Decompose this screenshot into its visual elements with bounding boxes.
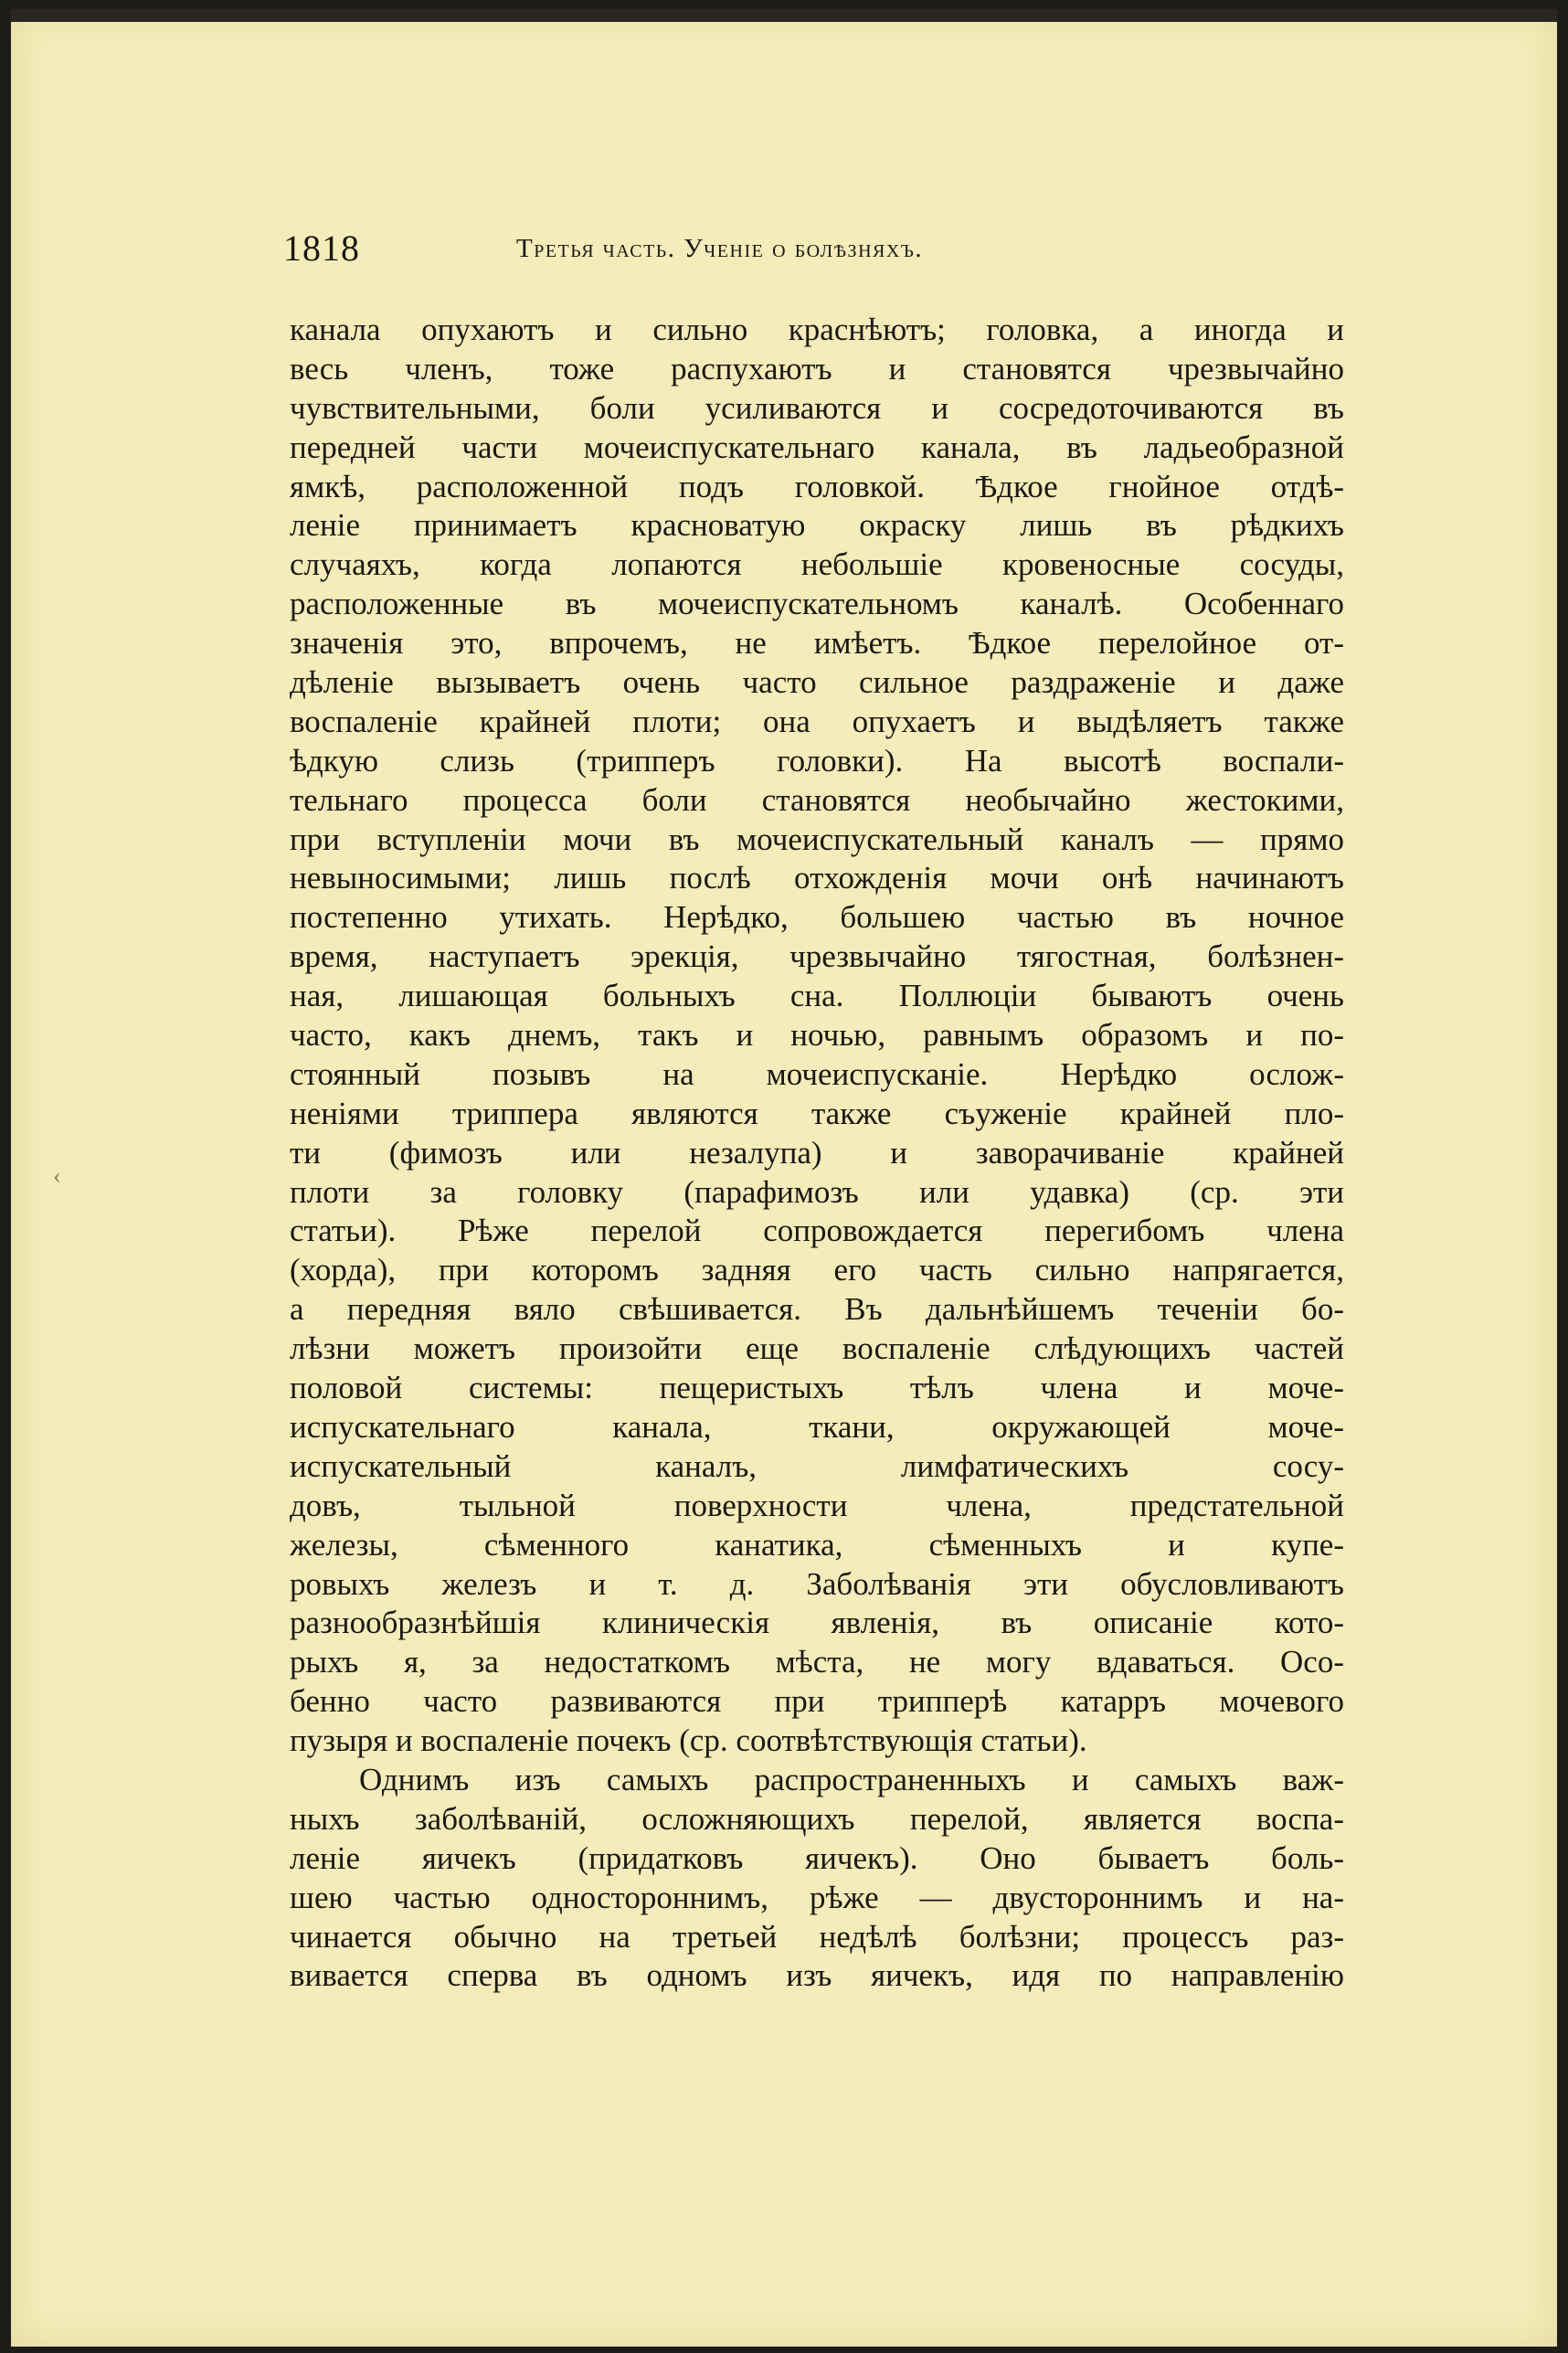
text-line: расположенные въ мочеиспускательномъ каналѣ. Особеннаго xyxy=(290,586,1344,622)
text-line: ныхъ заболѣваній, осложняющихъ перелой, является воспа- xyxy=(290,1800,1344,1837)
paragraph-first-line: Однимъ изъ самыхъ распространенныхъ и самыхъ важ- xyxy=(359,1761,1344,1797)
text-line: весь членъ, тоже распухаютъ и становятся чрезвычайно xyxy=(290,350,1344,387)
text-line: бенно часто развиваются при трипперѣ катарръ мочевого xyxy=(290,1683,1344,1720)
text-line: чувствительными, боли усиливаются и сосредоточиваются въ xyxy=(290,389,1344,426)
text-line: ти (фимозъ или незалупа) и заворачиваніе крайней xyxy=(290,1134,1344,1171)
text-line: значенія это, впрочемъ, не имѣетъ. Ѣдкое перелойное от- xyxy=(290,625,1344,662)
text-line: половой системы: пещеристыхъ тѣлъ члена и моче- xyxy=(290,1370,1344,1406)
text-line: плоти за головку (парафимозъ или удавка) (ср. эти xyxy=(290,1173,1344,1210)
text-line: при вступленіи мочи въ мочеиспускательный каналъ — прямо xyxy=(290,821,1344,857)
text-line: ная, лишающая больныхъ сна. Поллюціи бываютъ очень xyxy=(290,978,1344,1014)
text-line: дѣленіе вызываетъ очень часто сильное раздраженіе и даже xyxy=(290,664,1344,701)
text-line: стоянный позывъ на мочеиспусканіе. Нерѣдко ослож- xyxy=(290,1055,1344,1092)
text-line: передней части мочеиспускательнаго канала, въ ладьеобразной xyxy=(290,429,1344,465)
text-line: ѣдкую слизь (трипперъ головки). На высотѣ воспали- xyxy=(290,742,1344,779)
text-line: часто, какъ днемъ, такъ и ночью, равнымъ образомъ и по- xyxy=(290,1017,1344,1054)
text-line: неніями триппера являются также съуженіе крайней пло- xyxy=(290,1095,1344,1131)
text-line: чинается обычно на третьей недѣлѣ болѣзни; процессъ раз- xyxy=(290,1918,1344,1955)
running-head: Третья часть. Ученіе о болѣзняхъ. xyxy=(516,234,924,263)
page-number: 1818 xyxy=(283,228,360,269)
text-line: воспаленіе крайней плоти; она опухаетъ и выдѣляетъ также xyxy=(290,703,1344,739)
text-line: статьи). Рѣже перелой сопровождается перегибомъ члена xyxy=(290,1213,1344,1249)
text-line: тельнаго процесса боли становятся необычайно жестокими, xyxy=(290,781,1344,818)
text-line: невыносимыми; лишь послѣ отхожденія мочи онѣ начинаютъ xyxy=(290,860,1344,896)
text-line: железы, сѣменного канатика, сѣменныхъ и купе- xyxy=(290,1526,1344,1563)
text-line: случаяхъ, когда лопаются небольшіе кровеносные сосуды, xyxy=(290,546,1344,583)
text-line: испускательнаго канала, ткани, окружающей моче- xyxy=(290,1408,1344,1445)
page-header xyxy=(283,221,1343,276)
text-line: вивается сперва въ одномъ изъ яичекъ, идя по направленію xyxy=(290,1957,1344,1994)
text-line: канала опухаютъ и сильно краснѣютъ; головка, а иногда и xyxy=(290,312,1344,347)
book-page xyxy=(11,9,1557,2347)
text-line: а передняя вяло свѣшивается. Въ дальнѣйшемъ теченіи бо- xyxy=(290,1291,1344,1328)
text-line: ямкѣ, расположенной подъ головкой. Ѣдкое гнойное отдѣ- xyxy=(290,468,1344,504)
text-line: испускательный каналъ, лимфатическихъ сосу- xyxy=(290,1447,1344,1484)
text-line: шею частью одностороннимъ, рѣже — двустороннимъ и на- xyxy=(290,1879,1344,1915)
text-line: рыхъ я, за недостаткомъ мѣста, не могу вдаваться. Осо- xyxy=(290,1644,1344,1680)
scan-edge xyxy=(11,9,1557,22)
text-line: леніе яичекъ (придатковъ яичекъ). Оно бываетъ боль- xyxy=(290,1839,1344,1876)
text-line: ровыхъ железъ и т. д. Заболѣванія эти обусловливаютъ xyxy=(290,1565,1344,1602)
text-line: пузыря и воспаленіе почекъ (ср. соотвѣтствующія статьи). xyxy=(290,1722,1087,1759)
text-line: постепенно утихать. Нерѣдко, большею частью въ ночное xyxy=(290,899,1344,936)
text-line: (хорда), при которомъ задняя его часть сильно напрягается, xyxy=(290,1252,1344,1288)
text-line: леніе принимаетъ красноватую окраску лишь въ рѣдкихъ xyxy=(290,507,1344,544)
body-text xyxy=(290,311,1344,1996)
text-line: лѣзни можетъ произойти еще воспаленіе слѣдующихъ частей xyxy=(290,1330,1344,1367)
text-line: время, наступаетъ эрекція, чрезвычайно тягостная, болѣзнен- xyxy=(290,938,1344,975)
margin-mark: ‹ xyxy=(53,1162,61,1189)
text-line: довъ, тыльной поверхности члена, предстательной xyxy=(290,1487,1344,1523)
text-line: разнообразнѣйшія клиническія явленія, въ описаніе кото- xyxy=(290,1605,1344,1641)
